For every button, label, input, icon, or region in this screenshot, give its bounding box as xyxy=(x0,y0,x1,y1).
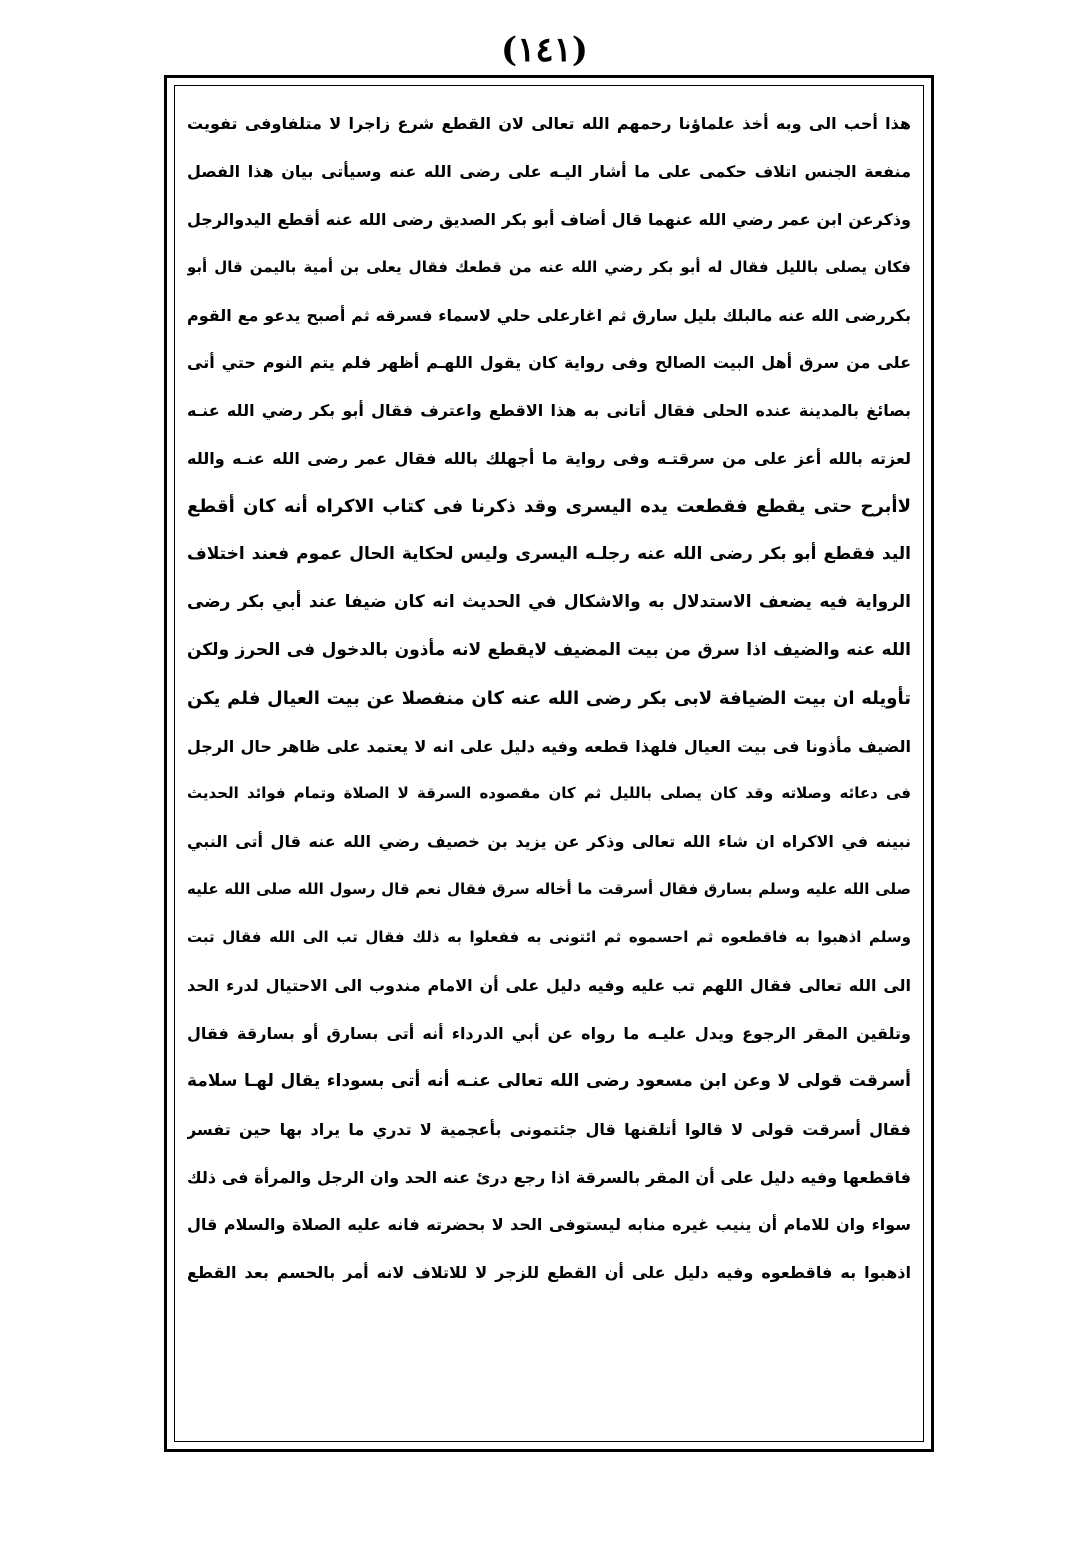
text-line: بصائغ بالمدينة عنده الحلى فقال أتانى به هذا الاقطع واعترف فقال أبو بكر رضي الله عنـه xyxy=(187,401,911,421)
text-line: فقال أسرقت قولى لا قالوا أتلقنها قال جئتمونى بأعجمية لا تدري ما يراد بها حين تفسر xyxy=(187,1119,911,1139)
text-line: الضيف مأذونا فى بيت العيال فلهذا قطعه وفيه دليل على انه لا يعتمد على ظاهر حال الرجل xyxy=(187,736,911,756)
text-line: وسلم اذهبوا به فاقطعوه ثم احسموه ثم ائتونى به ففعلوا به ذلك فقال تب الى الله فقال تبت xyxy=(187,928,911,947)
text-line: فكان يصلى بالليل فقال له أبو بكر رضي الله عنه من قطعك فقال يعلى بن أمية باليمن قال أبو xyxy=(187,257,911,276)
text-line: لاأبرح حتى يقطع فقطعت يده اليسرى وقد ذكرنا فى كتاب الاكراه أنه كان أقطع xyxy=(187,496,911,518)
text-line: هذا أحب الى وبه أخذ علماؤنا رحمهم الله تعالى لان القطع شرع زاجرا لا متلفاوفى تفويت xyxy=(187,114,911,133)
page-frame xyxy=(164,75,934,1452)
text-line: الله عنه والضيف اذا سرق من بيت المضيف لايقطع لانه مأذون بالدخول فى الحرز ولكن xyxy=(187,639,911,660)
text-line: أسرقت قولى لا وعن ابن مسعود رضى الله تعالى عنـه أنه أتى بسوداء يقال لهـا سلامة xyxy=(187,1070,911,1091)
text-line: منفعة الجنس اتلاف حكمى على ما أشار اليـه على رضى الله عنه وسيأتى بيان هذا الفصل xyxy=(187,161,911,181)
text-line: نبينه في الاكراه ان شاء الله تعالى وذكر عن يزيد بن خصيف رضي الله عنه قال أتى النبي xyxy=(187,832,911,852)
text-line: الى الله تعالى فقال اللهم تب عليه وفيه دليل على أن الامام مندوب الى الاحتيال لدرء الحد xyxy=(187,976,911,996)
text-body xyxy=(187,100,911,1297)
text-line: تأويله ان بيت الضيافة لابى بكر رضى الله عنه كان منفصلا عن بيت العيال فلم يكن xyxy=(187,687,911,709)
text-line: بكررضى الله عنه مالبلك بليل سارق ثم اغارعلى حلي لاسماء فسرقه ثم أصبح يدعو مع القوم xyxy=(187,305,911,325)
text-line: صلى الله عليه وسلم بسارق فقال أسرقت ما أخاله سرق فقال نعم قال رسول الله صلى الله عليه xyxy=(187,880,911,899)
text-line: فى دعائه وصلاته وقد كان يصلى بالليل ثم كان مقصوده السرقة لا الصلاة وتمام فوائد الحديث xyxy=(187,784,911,803)
text-line: وتلقين المقر الرجوع ويدل عليـه ما رواه عن أبي الدرداء أنه أتى بسارق أو بسارقة فقال xyxy=(187,1023,911,1043)
text-line: سواء وان للامام أن ينيب غيره منابه ليستوفى الحد لا بحضرته فانه عليه الصلاة والسلام قال xyxy=(187,1215,911,1235)
text-line: اليد فقطع أبو بكر رضى الله عنه رجلـه اليسرى وليس لحكاية الحال عموم فعند اختلاف xyxy=(187,544,911,565)
text-line: اذهبوا به فاقطعوه وفيه دليل على أن القطع للزجر لا للاتلاف لانه أمر بالحسم بعد القطع xyxy=(187,1263,911,1283)
text-line: الرواية فيه يضعف الاستدلال به والاشكال في الحديث انه كان ضيفا عند أبي بكر رضى xyxy=(187,591,911,612)
page-frame-inner xyxy=(174,85,924,1442)
text-line: وذكرعن ابن عمر رضي الله عنهما قال أضاف أبو بكر الصديق رضى الله عنه أقطع اليدوالرجل xyxy=(187,209,911,229)
text-line: لعزته بالله أعز على من سرقتـه وفى رواية ما أجهلك بالله فقال عمر رضى الله عنـه والله xyxy=(187,449,911,469)
text-line: على من سرق أهل البيت الصالح وفى رواية كان يقول اللهـم أظهر فلم يتم النوم حتي أتى xyxy=(187,353,911,373)
page-number: (١٤١) xyxy=(501,30,588,70)
text-line: فاقطعها وفيه دليل على أن المقر بالسرقة اذا رجع درئ عنه الحد وان الرجل والمرأة فى ذلك xyxy=(187,1167,911,1187)
